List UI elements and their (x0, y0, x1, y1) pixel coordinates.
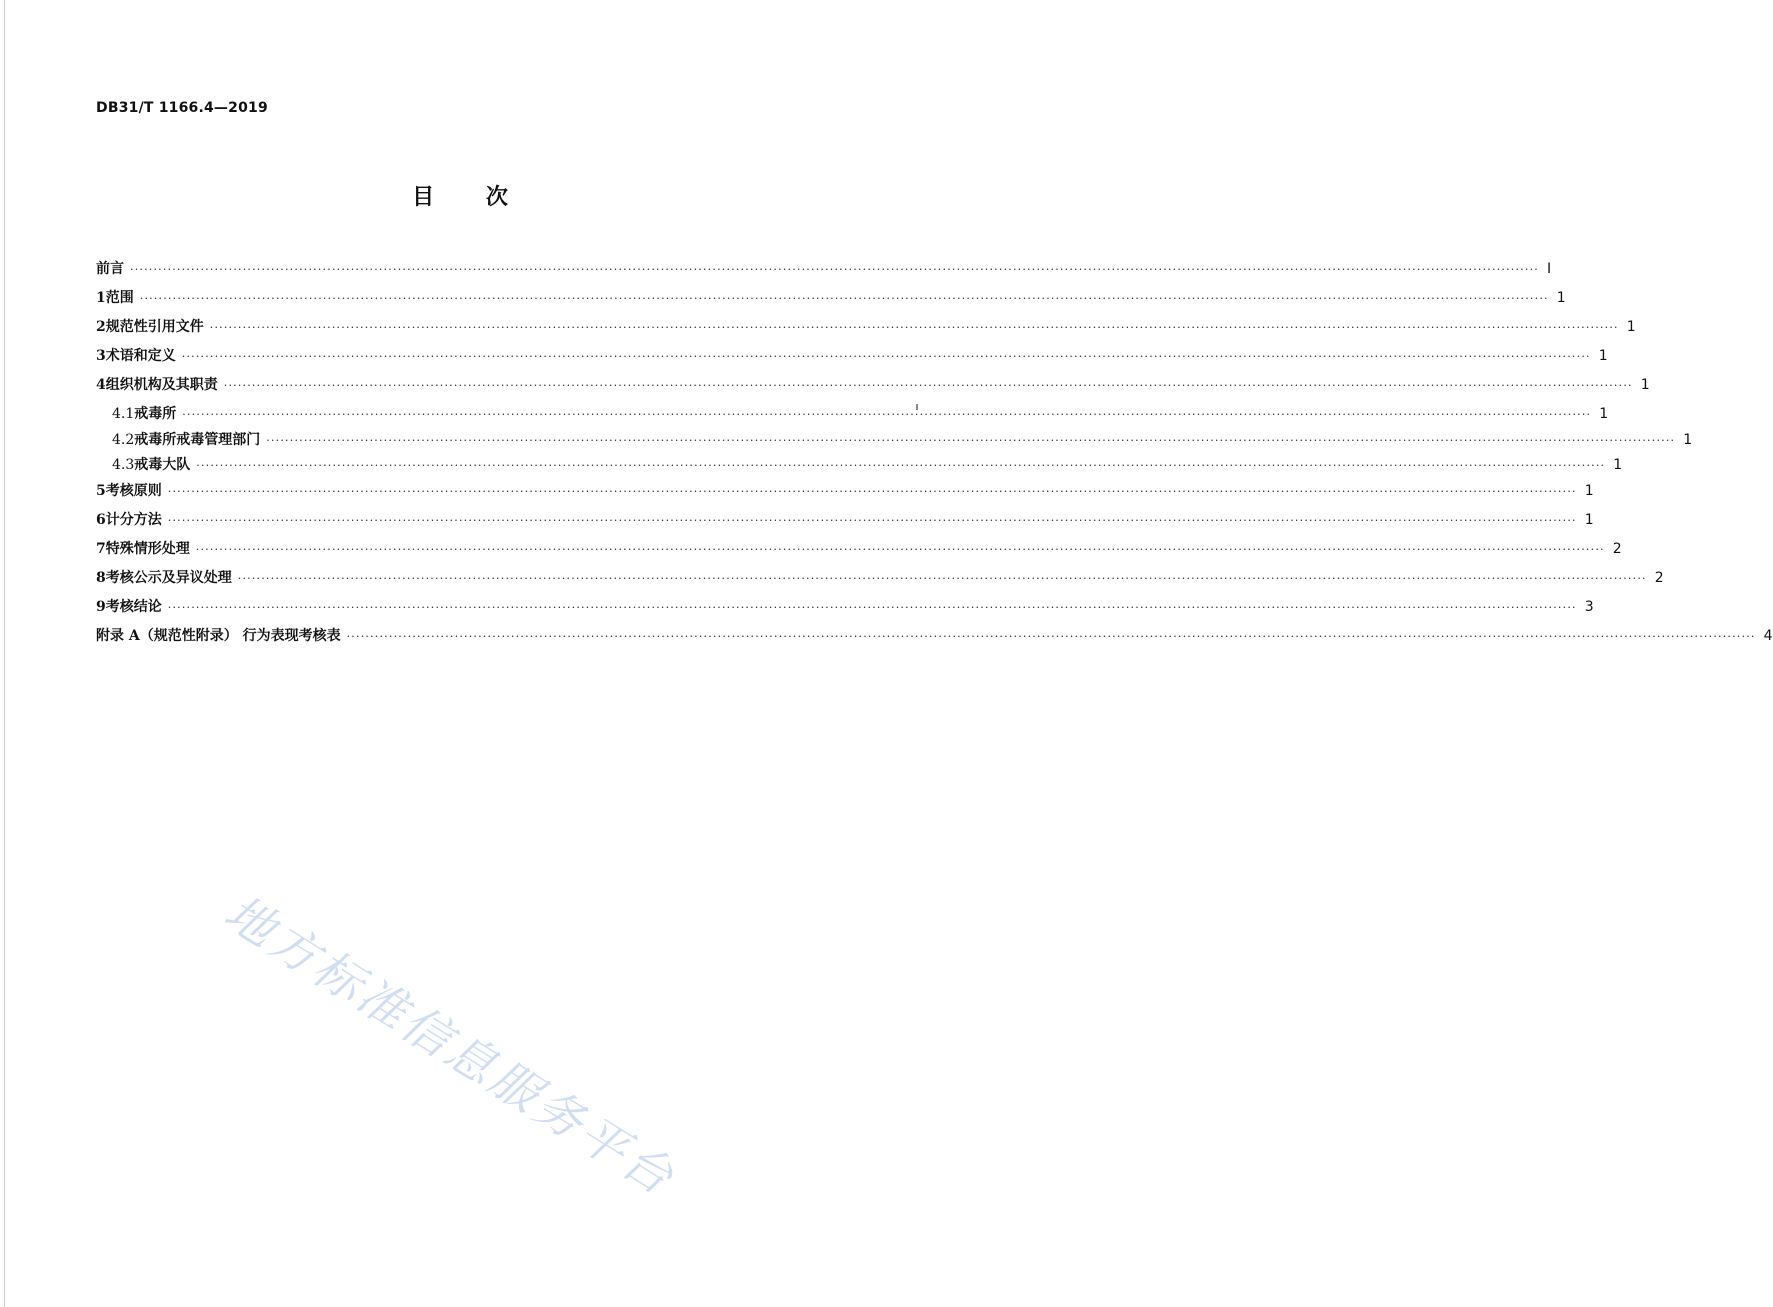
toc-entry-page: 1 (1598, 348, 1608, 364)
toc-entry-page: 1 (1613, 457, 1623, 473)
dot-leader: ············································································································································································································································································································ (139, 292, 1549, 305)
toc-entry[interactable] (96, 429, 1693, 455)
toc-entry-number: 9 (96, 598, 106, 615)
toc-entry[interactable] (96, 567, 1664, 596)
toc-entry-label: 戒毒所戒毒管理部门 (134, 431, 261, 448)
toc-entry-number: 1 (96, 290, 106, 306)
toc-entry-label: 戒毒大队 (134, 457, 191, 473)
toc-entry-label: 考核结论 (105, 598, 162, 615)
watermark-text: 地方标准信息服务平台 (214, 884, 686, 1208)
toc-entry-label: 特殊情形处理 (105, 540, 190, 557)
toc-entry-page: 1 (1626, 319, 1636, 335)
toc-entry-label: 组织机构及其职责 (105, 377, 218, 393)
dot-leader: ············································································································································································································································································································ (182, 408, 1592, 421)
toc-entry-label: 考核原则 (105, 482, 162, 499)
dot-leader: ············································································································································································································································································································ (209, 321, 1619, 334)
toc-entry-number: 8 (96, 569, 106, 586)
dot-leader: ············································································································································································································································································································ (195, 542, 1605, 556)
toc-entry-page: 3 (1584, 598, 1594, 615)
dot-leader: ············································································································································································································································································································ (167, 513, 1577, 527)
toc-entry[interactable] (96, 454, 1623, 480)
toc-entry[interactable] (96, 345, 1608, 374)
toc-entry[interactable] (96, 374, 1650, 403)
toc-entry-label: 规范性引用文件 (105, 319, 204, 335)
toc-entry-page: 1 (1683, 431, 1693, 448)
toc-entry[interactable] (96, 480, 1594, 509)
dot-leader: ············································································································································································································································································································ (266, 433, 1676, 447)
toc-title: 目 次 (412, 185, 508, 210)
toc-entry-page: 1 (1584, 511, 1594, 528)
toc-entry-number: 2 (96, 319, 106, 335)
toc-entry-page: 4 (1763, 627, 1773, 644)
toc-entry[interactable] (96, 287, 1566, 316)
toc-entry-page: 1 (1640, 377, 1650, 393)
toc-entry-label: 计分方法 (105, 511, 162, 528)
toc-entry[interactable] (96, 509, 1594, 538)
toc-entry-number: 4.3 (112, 457, 135, 473)
toc-entry-label: 戒毒所 (134, 406, 177, 422)
toc-entry-number: 4 (96, 377, 106, 393)
toc-entry-page: 1 (1584, 482, 1594, 499)
toc-entry[interactable] (96, 625, 1773, 654)
toc-entry-number: 4.1 (112, 406, 135, 422)
toc-entry-number: 6 (96, 511, 106, 528)
dot-leader: ············································································································································································································································································································ (346, 629, 1756, 643)
toc-entry-label: 术语和定义 (105, 348, 176, 364)
dot-leader: ············································································································································································································································································································ (167, 600, 1577, 614)
toc-entry-number: 7 (96, 540, 106, 557)
toc-entry-page: 1 (1556, 290, 1566, 306)
toc-entry-label: 前言 (96, 261, 124, 277)
toc-entry-page: 2 (1612, 540, 1622, 557)
dot-leader: ············································································································································································································································································································ (181, 350, 1591, 363)
toc-entry-label: 范围 (105, 290, 134, 306)
toc-entry-page: 2 (1654, 569, 1664, 586)
table-of-contents (96, 258, 1773, 654)
toc-entry-label: 附录 A（规范性附录） 行为表现考核表 (96, 627, 341, 644)
dot-leader: ············································································································································································································································································································ (237, 571, 1647, 585)
toc-entry[interactable] (96, 258, 1552, 287)
toc-entry-number: 3 (96, 348, 106, 364)
dot-leader: ············································································································································································································································································································ (167, 484, 1577, 498)
toc-entry-number: 4.2 (112, 431, 135, 448)
toc-entry-label: 考核公示及异议处理 (105, 569, 232, 586)
dot-leader: ············································································································································································································································································································ (196, 459, 1606, 472)
toc-entry[interactable] (96, 403, 1609, 429)
toc-entry[interactable] (96, 538, 1622, 567)
toc-entry-page: 1 (1599, 406, 1609, 422)
standard-code: DB31/T 1166.4—2019 (96, 100, 268, 116)
toc-entry[interactable] (96, 596, 1594, 625)
toc-entry[interactable] (96, 316, 1636, 345)
dot-leader: ············································································································································································································································································································ (130, 263, 1539, 276)
toc-entry-number: 5 (96, 482, 106, 499)
dot-leader: ············································································································································································································································································································ (223, 379, 1633, 392)
toc-entry-page: I (1546, 261, 1552, 277)
